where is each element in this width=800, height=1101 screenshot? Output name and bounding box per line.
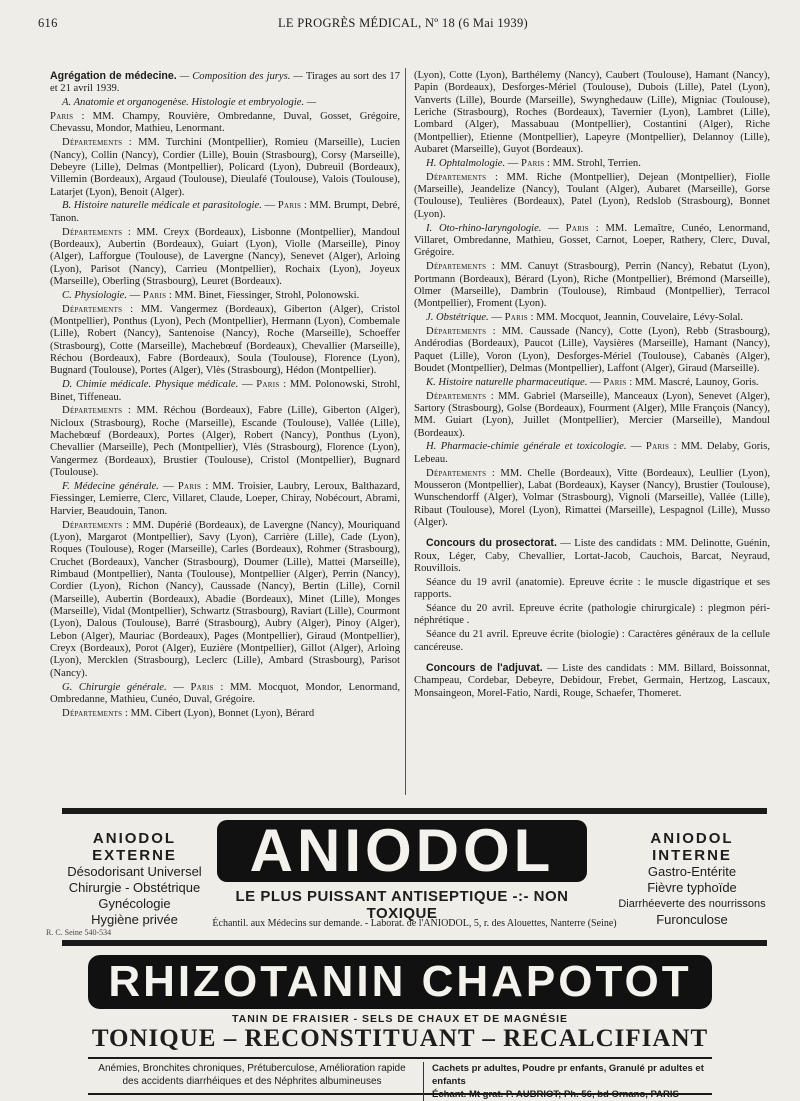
paris-list: : MM. Delaby, Goris, Lebeau.: [414, 441, 770, 465]
paris-label: Paris: [645, 441, 670, 453]
departements-label: Départements: [426, 171, 487, 183]
rhizotanin-info-band: [88, 1057, 712, 1100]
section-f: F. Médecine générale. — Paris : MM. Troisier, Laubry, Leroux, Balthazard, Fiessinger, Lemierre, Clerc, Villaret, Claude, Loeper, Chiray, Nobécourt, Abrami, Harvier, Beaudouin, Tanon.: [50, 481, 401, 517]
aniodol-interne-head-2: INTERNE: [652, 847, 732, 864]
paris-list: : MM. Binet, Fiessinger, Strohl, Polonowski.: [166, 289, 360, 301]
paris-label: Paris: [256, 379, 280, 391]
aniodol-interne-line: Gastro-Entérite: [647, 864, 737, 879]
paris-list: : MM. Brumpt, Debré, Tanon.: [50, 200, 400, 224]
departements-list: : MM. Riche (Montpellier), Dejean (Montpellier), Fiolle (Marseille), Jeandelize (Nancy), Toulant (Alger), Aubaret (Marseille), Gorse (Toulouse), Teulières (Bordeaux), Patel (Lyon), Redslob (Strasbourg), Bonnet (Lyon).: [414, 171, 770, 220]
rhizotanin-indication-line: Anémies, Bronchites chroniques, Prétuberculose, Amélioration rapide: [98, 1063, 406, 1074]
departements-label: Départements: [62, 707, 123, 719]
journal-title: LE PROGRÈS MÉDICAL, Nº 18 (6 Mai 1939): [278, 16, 528, 30]
rhizotanin-logo: RHIZOTANIN CHAPOTOT: [88, 955, 712, 1009]
paris-list: : MM. Polonowski, Strohl, Binet, Tiffeneau.: [50, 379, 400, 403]
aniodol-interne-head-1: ANIODOL: [650, 830, 734, 847]
section-i: I. Oto-rhino-laryngologie. — Paris : MM. Lemaître, Cunéo, Lenormand, Villaret, Ombredanne, Mathieu, Gosset, Carnot, Loeper, Rathery, Clerc, Duval, Grégoire.: [414, 222, 771, 259]
prosectorat-seance-20: Séance du 20 avril. Epreuve écrite (pathologie chirurgicale) : plegmon péri-néphrétique .: [414, 603, 770, 627]
page-number: 616: [38, 16, 58, 30]
paris-label: Paris: [521, 157, 545, 169]
rhizotanin-forms-line: Cachets pr adultes, Poudre pr enfants, Granulé pr adultes et enfants: [432, 1063, 704, 1087]
paris-list: : MM. Strohl, Terrien.: [544, 157, 641, 169]
aniodol-advertisement: [46, 808, 767, 946]
paris-label: Paris: [50, 111, 74, 123]
section-d: D. Chimie médicale. Physique médicale. — Paris : MM. Polonowski, Strohl, Binet, Tiffeneau.: [50, 379, 400, 403]
section-k: K. Histoire naturelle pharmaceutique. — Paris : MM. Mascré, Launoy, Goris.: [426, 376, 759, 388]
aniodol-externe-line: Gynécologie: [98, 896, 171, 911]
aniodol-interne-panel: [617, 830, 767, 928]
departements-label: Départements: [426, 390, 487, 402]
agregation-subtitle: — Composition des jurys. —: [176, 71, 306, 82]
departements-list: : MM. Turchini (Montpellier), Romieu (Marseille), Lucien (Nancy), Collin (Nancy), Cordier (Lille), Bouin (Strasbourg), Corsy (Marseille), Debeyre (Lille), Delmas (Montpellier), Policard (Lyon), Dubreuil (Bordeaux), Villemin (Bordeaux), Argaud (Toulouse), Dieulafé (Toulouse), Valois (Toulouse), Latarjet (Lyon), Benoit (Alger).: [50, 137, 400, 198]
section-f-title: F. Médecine générale.: [62, 481, 159, 492]
departements-list: : MM. Gabriel (Marseille), Manceaux (Lyon), Senevet (Alger), Sartory (Strasbourg), Golse (Bordeaux), Fourment (Alger), Mlle François (Nancy), MM. Guiart (Lyon), Juillet (Montpellier), Mercier (Marseille), Mandoul (Bordeaux).: [414, 390, 770, 439]
section-a-head: [50, 97, 400, 109]
section-h2-title: H. Pharmacie-chimie générale et toxicologie.: [426, 441, 627, 453]
section-c: C. Physiologie. — Paris : MM. Binet, Fiessinger, Strohl, Polonowski.: [62, 289, 360, 301]
section-c-title: C. Physiologie.: [62, 289, 128, 301]
paris-label: Paris: [177, 481, 202, 492]
left-column: [50, 70, 400, 722]
departements-label: Départements: [426, 261, 487, 273]
aniodol-externe-line: Désodorisant Universel: [67, 864, 202, 879]
departements-label: Départements: [62, 226, 123, 238]
aniodol-interne-line: Diarrhéeverte des nourrissons: [618, 898, 766, 910]
aniodol-interne-line: Furonculose: [656, 912, 728, 927]
section-h2: H. Pharmacie-chimie générale et toxicologie. — Paris : MM. Delaby, Goris, Lebeau.: [414, 441, 770, 465]
section-g-continued: (Lyon), Cotte (Lyon), Barthélemy (Nancy), Caubert (Toulouse), Hamant (Nancy), Papin (Bordeaux), Desforges-Mériel (Toulouse), Dubois (Lille), Patel (Lyon), Vanverts (Lille), Bourde (Marseille), Swynghedauw (Lille), Migniac (Toulouse), Leriche (Strasbourg), Roches (Bordeaux), Tavernier (Lyon), Lambret (Lille), Lombard (Alger), Massabuau (Montpellier), Costantini (Alger), Riche (Montpellier), Etienne (Montpellier), Lapeyre (Montpellier), Delannoy (Lille), Aubaret (Marseille), Guyot (Bordeaux).: [414, 70, 770, 156]
departements-label: Départements: [62, 137, 123, 149]
departements-label: Départements: [426, 325, 487, 337]
section-b-title: B. Histoire naturelle médicale et parasitologie.: [62, 200, 262, 212]
adjuvat-title: Concours de l'adjuvat.: [426, 661, 543, 674]
paris-list: : MM. Mocquot, Jeannin, Couvelaire, Lévy-Solal.: [527, 312, 743, 324]
paris-label: Paris: [142, 289, 167, 301]
rhizotanin-tagline: TONIQUE – RECONSTITUANT – RECALCIFIANT: [91, 1025, 709, 1052]
departements-label: Départements: [62, 519, 123, 531]
section-f-departements: [50, 520, 400, 680]
section-k-departements: [414, 391, 770, 440]
aniodol-rc-number: R. C. Seine 540-534: [46, 928, 112, 937]
column-divider: [405, 68, 406, 795]
departements-label: Départements: [426, 467, 487, 479]
section-g-departements: [50, 708, 400, 720]
section-a-departements: [50, 137, 400, 199]
section-j: J. Obstétrique. — Paris : MM. Mocquot, Jeannin, Couvelaire, Lévy-Solal.: [426, 312, 743, 324]
departements-list: : MM. Dupérié (Bordeaux), de Lavergne (Nancy), Mouriquand (Lyon), Margarot (Montpellier), Savy (Lyon), Carrière (Lille), Cade (Lyon), Roques (Toulouse), Roger (Marseille), Carles (Bordeaux), Rohmer (Strasbourg), Cruchet (Bordeaux), Vancher (Strasbourg), Doumer (Lille), Mattei (Marseille), Rimbaud (Montpellier), Nanta (Toulouse), Montpellier (Alger), Perrin (Nancy), Cordier (Lyon), Richon (Nancy), Caussade (Nancy), Bertin (Lille), Cornil (Marseille), Aubertin (Bordeaux), Abadie (Bordeaux), Minet (Lille), Monges (Marseille), Vidal (Montpellier), Schwartz (Strasbourg), Raviart (Lille), Courmont (Lyon), Dalous (Toulouse), Barré (Strasbourg), Aubry (Alger), Pinoy (Alger), Lebon (Alger), Mauriac (Bordeaux), Pages (Montpellier), Giraud (Montpellier), Creyx (Bordeaux), Porot (Alger), Euzière (Montpellier), Gillot (Alger), Arloing (Lyon), Mercklen (Strasbourg), Leclerc (Lille), Ambard (Strasbourg), Parisot (Nancy).: [50, 519, 400, 679]
section-i-departements: [414, 261, 770, 310]
rhizotanin-indication-line: des accidents diarrhéiques et des Néphrites albumineuses: [122, 1076, 382, 1087]
section-d-title: D. Chimie médicale. Physique médicale.: [62, 379, 239, 391]
prosectorat-notice: [414, 537, 770, 575]
paris-list: : MM. Mascré, Launoy, Goris.: [626, 376, 759, 388]
aniodol-logo: ANIODOL: [217, 820, 587, 882]
departements-list: : MM. Cibert (Lyon), Bonnet (Lyon), Bérard: [122, 707, 315, 719]
departements-label: Départements: [62, 405, 123, 417]
section-j-title: J. Obstétrique.: [426, 312, 489, 324]
section-d-departements: [50, 405, 400, 479]
departements-list: : MM. Canuyt (Strasbourg), Perrin (Nancy), Rebatut (Lyon), Portmann (Bordeaux), Bérard (Lyon), Riche (Montpellier), Brémond (Marseille), Olmer (Marseille), Dambrin (Toulouse), Rimbaud (Montpellier), Terracol (Montpellier), Froment (Lyon).: [414, 261, 770, 310]
section-h-departements: [414, 172, 770, 221]
paris-label: Paris: [277, 200, 302, 212]
aniodol-externe-head-1: ANIODOL: [92, 830, 177, 847]
departements-list: : MM. Chelle (Bordeaux), Vitte (Bordeaux), Leullier (Lyon), Mousseron (Montpellier), Labat (Bordeaux), Kayser (Nancy), Brustier (Toulouse), Wunschendorff (Alger), Volmar (Strasbourg), Vignoli (Marseille), Vallée (Lille), Ribaut (Toulouse), Morel (Lyon), Rimattei (Marseille), Lespagnol (Lille), Musso (Alger).: [414, 467, 770, 529]
aniodol-externe-line: Hygiène privée: [91, 912, 178, 927]
paris-list: : MM. Lemaître, Cunéo, Lenormand, Villaret, Ombredanne, Mathieu, Gosset, Carnot, Loeper, Rathery, Clerc, Duval, Grégoire.: [414, 222, 771, 259]
page-header: [38, 12, 768, 34]
paris-list: : MM. Troisier, Laubry, Leroux, Balthazard, Fiessinger, Lemierre, Clerc, Villaret, Claude, Loeper, Chiray, Nobécourt, Abrami, Harvier, Beaudouin, Tanon.: [50, 481, 401, 517]
prosectorat-text: — Liste des candidats : MM. Delinotte, Guénin, Roux, Léger, Caby, Chevallier, Lortat-Jacob, Cauchois, Barcat, Neyraud, Rouvillois.: [414, 538, 770, 575]
paris-list: : MM. Champy, Rouvière, Ombredanne, Duval, Gosset, Grégoire, Chevassu, Mondor, Mathieu, Lenormant.: [50, 111, 400, 135]
paris-label: Paris: [603, 376, 627, 388]
section-a-title: A. Anatomie et organogenèse. Histologie et embryologie. —: [62, 97, 317, 109]
agregation-text: Tirages au sort des 17 et 21 avril 1939.: [50, 71, 401, 95]
departements-list: : MM. Creyx (Bordeaux), Lisbonne (Montpellier), Mandoul (Bordeaux), Aubertin (Bordeaux), Guiart (Lyon), Violle (Marseille), Pinoy (Alger), Lafforgue (Toulouse), de Lavergne (Nancy), Senevet (Alger), Arloing (Lyon), Parisot (Nancy), Carrieu (Montpellier), Rochaix (Lyon), Joyeux (Marseille), Oberling (Strasbourg), Leuret (Bordeaux).: [50, 226, 400, 287]
aniodol-externe-line: Chirurgie - Obstétrique: [68, 880, 201, 895]
departements-list: : MM. Réchou (Bordeaux), Fabre (Lille), Giberton (Alger), Nicloux (Strasbourg), Roche (Marseille), Escande (Toulouse), Vallée (Lille), Machebœuf (Bordeaux), Portes (Alger), Robert (Nancy), Ponthus (Lyon), Chevallier (Marseille), Pech (Montpellier), Vlès (Strasbourg), Florence (Lyon), Vangermez (Bordeaux), Brustier (Toulouse), Cristol (Montpellier), Bugnard (Toulouse).: [50, 405, 400, 479]
prosectorat-title: Concours du prosectorat.: [426, 537, 557, 550]
paris-label: Paris: [504, 312, 528, 324]
ad-rule-bottom: [62, 940, 767, 946]
departements-list: : MM. Vangermez (Bordeaux), Giberton (Alger), Cristol (Montpellier), Ponthus (Lyon), Pech (Montpellier), Hermann (Lyon), Combemale (Lille), Robert (Nancy), Santenoise (Nancy), Roche (Marseille), Schoeffer (Strasbourg), Cotte (Marseille), Machebœuf (Bordeaux), Chevallier (Marseille), Réchou (Bordeaux), Fabre (Bordeaux), Soula (Toulouse), Florence (Lyon), Bugnard (Toulouse), Portes (Alger), Vlès (Strasbourg), Hédon (Montpellier).: [50, 303, 400, 377]
paris-list: : MM. Mocquot, Mondor, Lenormand, Ombredanne, Mathieu, Cunéo, Duval, Grégoire.: [50, 681, 400, 705]
section-g-title: G. Chirurgie générale.: [62, 681, 167, 693]
adjuvat-text: — Liste des candidats : MM. Billard, Boissonnat, Champeau, Cordebar, Debeyre, Debidour, Frebet, Germain, Hertzog, Lascaux, Monsaingeon, Morel-Fatio, Nardi, Rouge, Schaefer, Thomeret.: [414, 662, 770, 699]
prosectorat-seance-19: Séance du 19 avril (anatomie). Epreuve écrite : le muscle digastrique et ses rapports.: [414, 576, 770, 601]
prosectorat-seance-21: Séance du 21 avril. Epreuve écrite (biologie) : Caractères généraux de la cellule cancéreuse.: [414, 629, 770, 653]
rhizotanin-forms: [423, 1062, 717, 1101]
paris-label: Paris: [190, 681, 214, 693]
right-column: [414, 70, 770, 702]
rhizotanin-advertisement: [88, 955, 712, 1100]
departements-list: : MM. Caussade (Nancy), Cotte (Lyon), Rebb (Strasbourg), Andérodias (Bordeaux), Paucot (Lille), Vaysières (Marseille), Hamant (Nancy), Paquet (Lille), Voron (Lyon), Desforges-Mériel (Toulouse), Cabanès (Alger), Boudet (Montpellier), Delmas (Montpellier), Laffont (Alger), Giraud (Marseille).: [414, 325, 770, 374]
rhizotanin-address-line: Échant. Mt grat. P. AUBRIOT; Ph. 56, bd Ornano, PARIS: [432, 1089, 679, 1100]
section-h-title: H. Ophtalmologie.: [426, 157, 506, 169]
agregation-intro: [50, 70, 400, 96]
section-a-paris: [50, 111, 400, 136]
aniodol-slogan: LE PLUS PUISSANT ANTISEPTIQUE -:- NON TOXIQUE: [235, 888, 569, 922]
section-j-departements: [414, 326, 770, 375]
ad-rule-top: [62, 808, 767, 814]
rhizotanin-indications: [92, 1062, 412, 1088]
section-b-departements: [50, 227, 400, 289]
section-g: G. Chirurgie générale. — Paris : MM. Mocquot, Mondor, Lenormand, Ombredanne, Mathieu, Cunéo, Duval, Grégoire.: [50, 681, 400, 705]
section-i-title: I. Oto-rhino-laryngologie.: [426, 222, 542, 234]
section-k-title: K. Histoire naturelle pharmaceutique.: [426, 376, 588, 388]
aniodol-externe-panel: [62, 830, 207, 928]
section-c-departements: [50, 304, 400, 378]
paris-label: Paris: [565, 222, 589, 234]
rhizotanin-subtitle: TANIN DE FRAISIER - SELS DE CHAUX ET DE MAGNÉSIE: [232, 1013, 568, 1025]
aniodol-externe-head-2: EXTERNE: [92, 847, 177, 864]
section-h: H. Ophtalmologie. — Paris : MM. Strohl, Terrien.: [426, 157, 641, 169]
section-b: B. Histoire naturelle médicale et parasitologie. — Paris : MM. Brumpt, Debré, Tanon.: [50, 200, 400, 224]
departements-label: Départements: [62, 303, 123, 315]
section-h2-departements: [414, 468, 770, 530]
aniodol-footer: Échantil. aux Médecins sur demande. - Laborat. de l'ANIODOL, 5, r. des Alouettes, Nanterre (Seine): [212, 918, 617, 929]
agregation-title: Agrégation de médecine.: [50, 70, 177, 82]
aniodol-interne-line: Fièvre typhoïde: [647, 880, 737, 895]
adjuvat-notice: [414, 662, 770, 700]
